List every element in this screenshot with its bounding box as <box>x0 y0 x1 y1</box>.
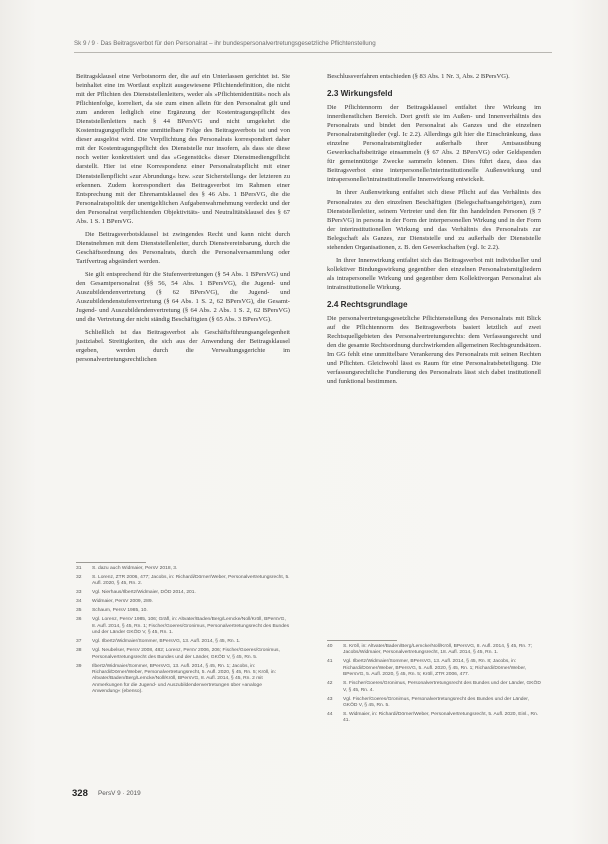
footnote-number: 40 <box>327 644 333 649</box>
footnote-number: 38 <box>76 648 82 654</box>
footnote-text: Vgl. Nierhaus/Ilbertz/Widmaier, DÖD 2014, 201. <box>92 590 196 596</box>
footnotes-right <box>327 644 541 727</box>
footnote-text: S. Fischer/Goeres/Gronimus, Personalvertretungsrecht des Bundes und der Länder, GKÖD V, § 45, Rn. 4. <box>343 681 541 693</box>
section-heading-2-3: 2.3 Wirkungsfeld <box>327 89 393 99</box>
footnote <box>76 608 290 614</box>
footnote <box>327 644 541 657</box>
footnote-number: 35 <box>76 608 82 614</box>
footnote-text: S. Kröll, in: Altvater/Baden/Berg/Lemcke/Noll/Kröll, BPersVG, 8. Aufl. 2014, § 45, Rn. 7; Jacobs/Widmaier, Personalvertretungsrecht, 18. Aufl. 2014, § 45, Rn. 1. <box>343 644 532 656</box>
footnote-number: 44 <box>327 712 333 718</box>
footnote-number: 43 <box>327 696 333 702</box>
footnote <box>76 575 290 588</box>
section-heading-2-4: 2.4 Rechtsgrundlage <box>327 299 408 309</box>
right-column <box>327 72 541 390</box>
footnote <box>76 639 290 645</box>
footnote-rule-right <box>327 640 397 641</box>
right-paragraph-3: In ihrer Außenwirkung entfaltet sich diese Pflicht auf das Verhältnis des Personalrates zu den einzelnen Beschäftigten (Belegschaftsangehörigen), zum Dienststellenleiter, seinem Vertreter und den für ihn handelnden Personen (§ 7 BPersVG) in persona in der Form der interpersonellen Wirkung und in der Form der interinstitutionellen Wirkung und das Verhältnis des Personalrats zur Belegschaft als Ganzes, zur Dienststelle und zu außerhalb der Dienststelle stehenden Organisationen, z. B. den Gewerkschaften (vgl. Ic 2.2). <box>327 189 541 251</box>
footnote <box>76 566 290 572</box>
footnote-text: Ilbertz/Widmaier/Sommer, BPersVG, 13. Aufl. 2014, § 45, Rn. 1; Jacobs, in: Richardi/Dörner/Weber, Personalvertretungsrecht, 5. Aufl. 2020, § 45, Rn. 5; Kröll, in: Altvater/Baden/Berg/Lemcke/Noll/Kröll, BPersVG, 8. Aufl. 2014, § 45, Rn. 2 mit Anmerkungen für die Jugend- und Auszubildendenvertretungen über »analoge Anwendung« (ebenso). <box>92 663 276 695</box>
left-paragraph-1: Beitragsklausel eine Verbotsnorm der, die auf ein Unterlassen gerichtet ist. Sie beinhaltet eine im Wortlaut explizit ausgewiesene Pflichtendefinition, die nicht mit der Pflichten des Dienststellenleiters, weder als »Pflichtenidentität« noch als Pflichtenfolge, korreliert, da sie zum einen allein für den Personalrat gilt und zum anderen lediglich eine Ergänzung der Kostentragungspflicht des Dienststellenleiters nach § 44 BPersVG und nicht umgekehrt die Kostentragungspflicht eine unmittelbare Folge des Beitragsverbots ist und von dieser ausgelöst wird. Die Verpflichtung des Personalrats korrespondiert daher mit der Kostentragungspflicht des Dienststelle nur insofern, als dass sie diese noch weiter konkretisiert und das »Gegenstück« dieser Dienstmediengpflicht darstellt. Hier ist eine Korrespondenz einer Personalratspflicht mit einer Dienststellenpflicht »zur Abrundung« bzw. »zur Sicherstellung« der letzteren zu erkennen. Zudem korrespondiert das Beitragsverbot im Rahmen einer Entsprechung mit der Ehrenamtsklausel des § 46 Abs. 1 BPersVG, die die Personalratspolitik der unentgeltlichen Aufgabenwahrnehmung verdeckt und der den Personalrat verpflichtenden Objektivitäts- und Neutralitätsklausel des § 67 Abs. 1 S. 1 BPersVG. <box>76 73 290 225</box>
right-paragraph-2: Die Pflichtennorm der Beitragsklausel entfaltet ihre Wirkung im innerdienstlichen Bereich. Dort greift sie im Außen- und Innenverhältnis des Personalrats und bindet den Personalrat als Ganzes und die einzelnen Personalratsmitglieder (vgl. Ic 2.2). Allerdings gilt hier die Einschränkung, dass einzelne Personalratsmitglieder außerhalb ihrer Amtsausübung Gewerkschaftsbeiträge einsammeln (§ 67 Abs. 2 BPersVG) oder Geldspenden für gemeinnützige Zwecke sammeln können. Dies führt dazu, dass das Beitragsverbot eine interpersonelle/interinstitutionelle Außenwirkung und intrapersonelle/intrainstitutionelle Innenwirkung entwickelt. <box>327 104 541 184</box>
footnote <box>76 664 290 696</box>
footnote-text: Vgl. Neubelser, PersV 2008, 482; Lorenz, PersV 2006, 206; Fischer/Goeres/Gronimus, Personalvertretungsrecht des Bundes und der Länder, GKÖD V, § 45, Rn. 5. <box>92 648 280 660</box>
footnote <box>327 681 541 694</box>
footnote <box>76 648 290 661</box>
footnote-number: 42 <box>327 681 333 687</box>
footnote-number: 39 <box>76 663 82 669</box>
footnote <box>76 590 290 596</box>
footnote-number: 32 <box>76 575 82 580</box>
left-column <box>76 72 290 368</box>
right-paragraph-1: Beschlussverfahren entschieden (§ 83 Abs. 1 Nr. 3, Abs. 2 BPersVG). <box>327 73 510 80</box>
footnote-number: 41 <box>327 659 333 665</box>
footnote-number: 37 <box>76 639 82 645</box>
footnote-text: Vgl. Lorenz, PersV 1985, 106; Gräfl, in: Altvater/Baden/Berg/Lemcke/Noll/Kröll, BPersVG, 8. Aufl. 2014, § 45, Rn. 1; Fischer/Goeres/Gronimus, Personalvertretungsrecht des Bundes und der Länder GKÖD V, § 45, Rn. 1. <box>92 617 290 636</box>
right-paragraph-4: In ihrer Innenwirkung entfaltet sich das Beitragsverbot mit individueller und kollektiver Bindungswirkung gegenüber den einzelnen Personalratsmitgliedern als intrapersonelle Wirkung und gegenüber dem Kollektivorgan Personalrat als intrainstitutionelle Wirkung. <box>327 256 541 291</box>
running-head: Sk 9 / 9 · Das Beitragsverbot für den Personalrat – ihr bundespersonalvertretungsgesetzliche Pflichtenstellung <box>74 40 376 47</box>
footnote-text: S. Widmaier, in: Richardi/Dörner/Weber, Personalvertretungsrecht, 5. Aufl. 2020, Einl., Rn. 41. <box>343 712 539 724</box>
footnotes-left <box>76 566 290 698</box>
footnote <box>327 712 541 725</box>
footnote-number: 33 <box>76 590 82 596</box>
footnote-text: Vgl. Ilbertz/Widmaier/Sommer, BPersVG, 13. Aufl. 2014, § 45, Rn. 8; Jacobs, in: Richardi/Dörner/Weber, BPersVG, 5. Aufl. 2020, § 45, Rn. 1; Richardi/Dörner/Weber, BPersVG, 5. Aufl. 2020, § 45, Rn. 5; Kröll, ZTR 2006, 477. <box>343 659 527 678</box>
left-paragraph-4: Schließlich ist das Beitragsverbot als Geschäftsführungsangelegenheit justiziabel. Streitigkeiten, die sich aus der Anwendung der Beitragsklausel ergeben, werden durch die Verwaltungsgerichte im personalvertretungsrechtlichen <box>76 329 290 364</box>
right-paragraph-5: Die personalvertretungsgesetzliche Pflichtenstellung des Personalrats mit Blick auf die Pflichtennorm des Beitragsverbots basiert letztlich auf zwei Rechtsquellgebieten des Personalvertretungsrechts: dem Verfassungsrecht und den die gesamte Rechtsordnung durchwirkenden allgemeinen Rechtsgrundsätzen. Im GG fehlt eine unmittelbare Verankerung des Personalrats mit seinen Rechten und Pflichten. Gleichwohl lässt es Raum für eine Personalratsbeteiligung. Die verfassungsrechtliche Fundierung des Personalrats lässt sich dabei institutionell und funktional bestimmen. <box>327 314 541 386</box>
footnote-text: S. dazu auch Widmaier, PersV 2018, 3. <box>92 566 178 571</box>
left-paragraph-3: Sie gilt entsprechend für die Stufenvertretungen (§ 54 Abs. 1 BPersVG) und den Gesamtpersonalrat (§§ 56, 54 Abs. 1 BPersVG), die Jugend- und Auszubildendenvertretung (§ 62 BPersVG), die Jugend- und Auszubildendenstufenvertretung (§ 64 Abs. 1 S. 2, 62 BPersVG), die Gesamt-Jugend- und Auszubildendenvertretung (§ 64 Abs. 2 Abs. 1 S. 2, 62 BPersVG) und die Vertretung der nicht ständig Beschäftigten (§ 65 Abs. 3 BPersVG). <box>76 270 290 324</box>
footnote-text: Widmaier, PersV 2009, 289. <box>92 599 153 605</box>
footnote-number: 36 <box>76 617 82 623</box>
footnote-text: S. Lorenz, ZTR 2006, 477; Jacobs, in: Richardi/Dörner/Weber, Personalvertretungsrecht, 5. Aufl. 2020, § 45, Rn. 2. <box>92 575 290 587</box>
footnote-text: Schaum, PersV 1985, 10. <box>92 608 148 614</box>
footnote <box>327 697 541 710</box>
journal-issue: PersV 9 · 2019 <box>98 790 141 797</box>
header-rule <box>74 52 552 53</box>
footnote <box>76 617 290 636</box>
footnote-number: 31 <box>76 566 82 571</box>
footnote-text: Vgl. Fischer/Goeres/Gronimus, Personalvertretungsrecht des Bundes und der Länder, GKÖD V, § 45, Rn. 5. <box>343 696 529 709</box>
left-paragraph-2: Die Beitragsverbotsklausel ist zwingendes Recht und kann nicht durch Dienstnehmen mit dem Dienststellenleiter, durch Dienstvereinbarung, durch die Geschäftsordnung des Personalrats, durch die Personalversammlung oder Tarifvertrag abgeändert werden. <box>76 230 290 265</box>
page-number: 328 <box>72 788 88 799</box>
footnote <box>76 599 290 605</box>
footnote-number: 34 <box>76 599 82 605</box>
footnote <box>327 659 541 678</box>
footnote-rule-left <box>76 562 146 563</box>
footnote-text: Vgl. Ilbertz/Widmaier/Sommer, BPersVG, 13. Aufl. 2014, § 45, Rn. 1. <box>92 639 241 645</box>
